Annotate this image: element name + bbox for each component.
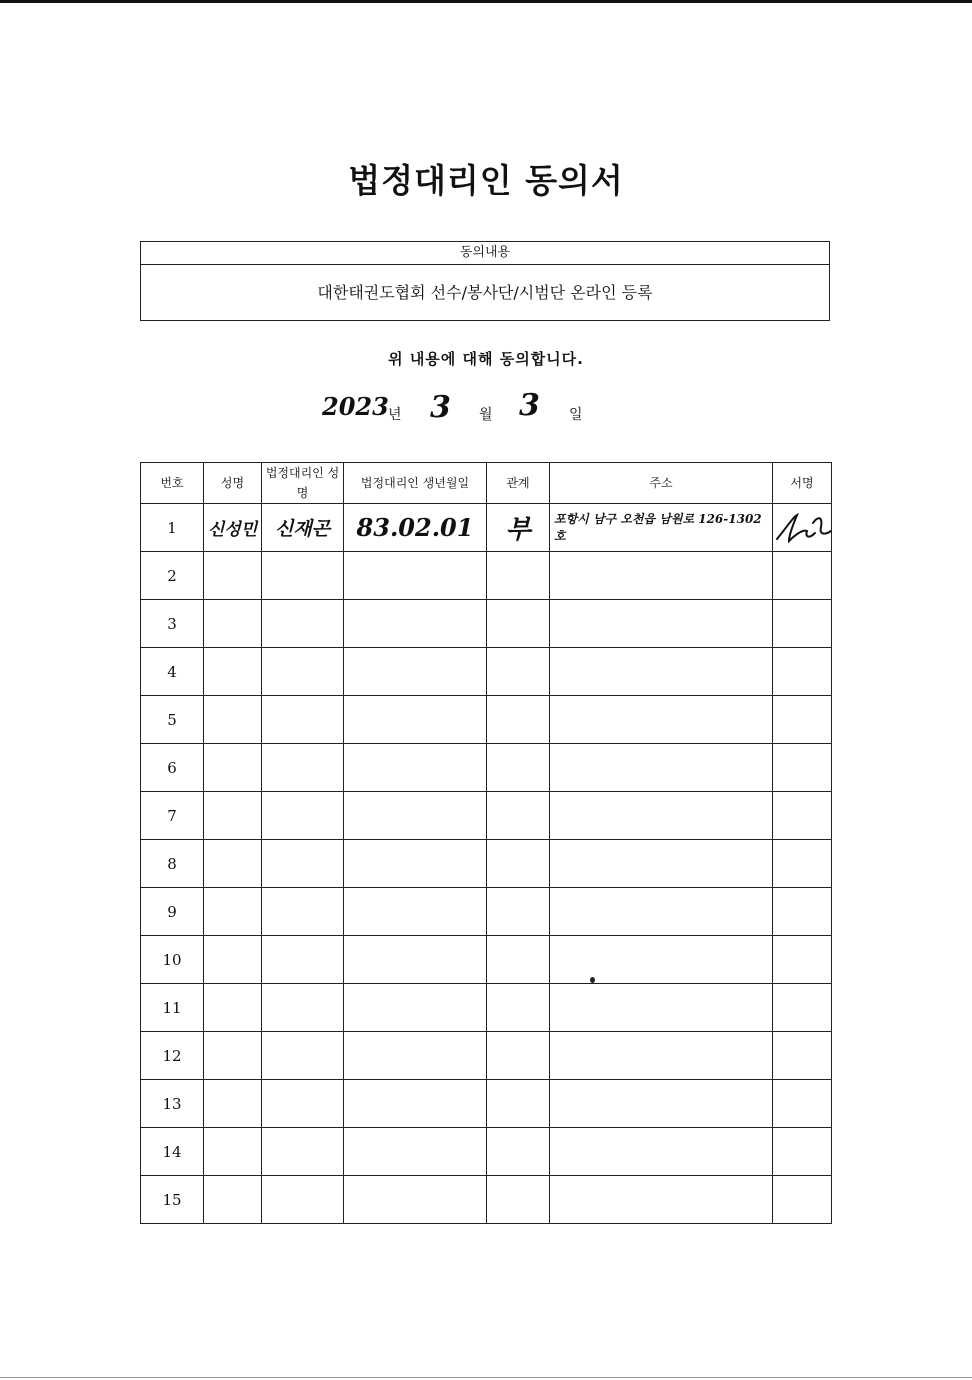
row-number: 5 [141, 696, 204, 744]
cell-guardian-name [262, 504, 344, 552]
handwritten-guardian-birth: 83.02.01 [356, 513, 474, 542]
handwritten-relation: 부 [505, 515, 531, 545]
table-row [141, 936, 832, 984]
row-number: 15 [141, 1176, 204, 1224]
handwritten-guardian-name: 신재곤 [274, 518, 331, 540]
row-number: 12 [141, 1032, 204, 1080]
table-row [141, 984, 832, 1032]
table-row [141, 552, 832, 600]
registration-table [140, 462, 832, 1224]
row-number: 3 [141, 600, 204, 648]
table-row [141, 648, 832, 696]
header-address: 주소 [550, 463, 773, 504]
header-guardian-name: 법정대리인 성명 [262, 463, 344, 504]
row-number: 7 [141, 792, 204, 840]
date-month: 3 [430, 390, 451, 425]
document-title: 법정대리인 동의서 [348, 161, 624, 200]
header-name: 성명 [204, 463, 262, 504]
date-line [0, 388, 972, 432]
row-number: 11 [141, 984, 204, 1032]
table-header-row [141, 463, 832, 504]
consent-box [140, 241, 830, 321]
date-year: 2023 [322, 392, 389, 421]
row-number: 10 [141, 936, 204, 984]
cell-address [550, 504, 773, 552]
header-number: 번호 [141, 463, 204, 504]
date-day-unit: 일 [569, 407, 583, 423]
date-year-unit: 년 [388, 407, 402, 423]
agreement-statement: 위 내용에 대해 동의합니다. [388, 350, 584, 368]
date-month-unit: 월 [479, 407, 493, 423]
consent-content: 대한태권도협회 선수/봉사단/시범단 온라인 등록 [317, 283, 653, 302]
handwritten-address: 포항시 남구 오천읍 남원로 126-1302호 [554, 511, 762, 543]
header-guardian-birth: 법정대리인 생년월일 [344, 463, 487, 504]
handwritten-name: 신성민 [207, 520, 258, 540]
row-number: 13 [141, 1080, 204, 1128]
ink-dot [590, 977, 595, 983]
table-row [141, 1032, 832, 1080]
row-number: 1 [141, 504, 204, 552]
top-border [0, 0, 972, 3]
cell-relation [487, 504, 550, 552]
header-signature: 서명 [773, 463, 832, 504]
table-row [141, 888, 832, 936]
row-number: 8 [141, 840, 204, 888]
cell-signature [773, 504, 832, 552]
bottom-border [0, 1377, 972, 1378]
header-relation: 관계 [487, 463, 550, 504]
cell-name [204, 504, 262, 552]
table-row [141, 1176, 832, 1224]
table-row [141, 696, 832, 744]
cell-guardian-birth [344, 504, 487, 552]
row-number: 9 [141, 888, 204, 936]
table-row [141, 1080, 832, 1128]
row-number: 2 [141, 552, 204, 600]
table-row [141, 744, 832, 792]
row-number: 4 [141, 648, 204, 696]
row-number: 6 [141, 744, 204, 792]
table-row [141, 504, 832, 552]
table-row [141, 1128, 832, 1176]
table-row [141, 840, 832, 888]
signature-scribble-icon [773, 505, 832, 551]
consent-header: 동의내용 [141, 242, 829, 265]
date-day: 3 [519, 388, 540, 423]
table-row [141, 792, 832, 840]
row-number: 14 [141, 1128, 204, 1176]
table-row [141, 600, 832, 648]
